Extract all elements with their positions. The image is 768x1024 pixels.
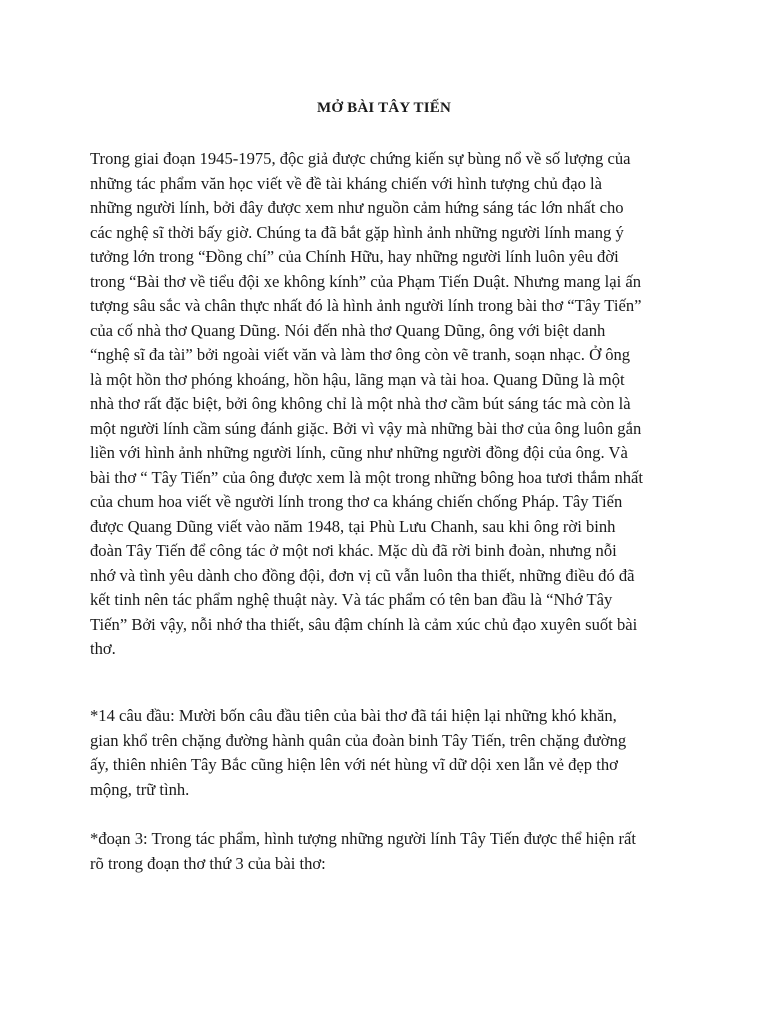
- text-line: “nghệ sĩ đa tài” bởi ngoài viết văn và làm thơ ông còn vẽ tranh, soạn nhạc. Ở ông: [90, 345, 631, 364]
- text-line: *14 câu đầu: Mười bốn câu đầu tiên của bài thơ đã tái hiện lại những khó khăn,: [90, 706, 617, 725]
- text-line: mộng, trữ tình.: [90, 779, 190, 799]
- text-line: nhà thơ rất đặc biệt, bởi ông không chỉ là một nhà thơ cầm bút sáng tác mà còn là: [90, 394, 631, 413]
- text-line: liền với hình ảnh những người lính, cũng như những người đồng đội của ông. Và: [90, 443, 628, 462]
- text-line: tượng sâu sắc và chân thực nhất đó là hình ảnh người lính trong bài thơ “Tây Tiến”: [90, 296, 642, 315]
- text-line: Tiến” Bởi vậy, nỗi nhớ tha thiết, sâu đậm chính là cảm xúc chủ đạo xuyên suốt bài: [90, 614, 638, 634]
- text-line: là một hồn thơ phóng khoáng, hồn hậu, lãng mạn và tài hoa. Quang Dũng là một: [90, 369, 625, 389]
- text-line: trong “Bài thơ về tiểu đội xe không kính” của Phạm Tiến Duật. Nhưng mang lại ấn: [90, 271, 641, 291]
- text-line: đoàn Tây Tiến để công tác ở một nơi khác. Mặc dù đã rời binh đoàn, nhưng nỗi: [90, 541, 617, 560]
- text-line: của chum hoa viết về người lính trong thơ ca kháng chiến chống Pháp. Tây Tiến: [90, 492, 623, 511]
- text-line: một người lính cầm súng đánh giặc. Bởi vì vậy mà những bài thơ của ông luôn gắn: [90, 418, 642, 438]
- text-line: những tác phẩm văn học viết về đề tài kháng chiến với hình tượng chủ đạo là: [90, 173, 603, 193]
- text-line: ấy, thiên nhiên Tây Bắc cũng hiện lên với nét hùng vĩ dữ dội xen lẫn vẻ đẹp thơ: [90, 755, 618, 774]
- text-line: gian khổ trên chặng đường hành quân của đoàn binh Tây Tiến, trên chặng đường: [90, 730, 627, 750]
- text-line: bài thơ “ Tây Tiến” của ông được xem là một trong những bông hoa tươi thắm nhất: [90, 467, 644, 487]
- text-line: của cố nhà thơ Quang Dũng. Nói đến nhà thơ Quang Dũng, ông với biệt danh: [90, 320, 606, 340]
- text-line: được Quang Dũng viết vào năm 1948, tại Phù Lưu Chanh, sau khi ông rời binh: [90, 516, 616, 536]
- paragraph-section-3: [90, 827, 682, 876]
- text-line: các nghệ sĩ thời bấy giờ. Chúng ta đã bắt gặp hình ảnh những người lính mang ý: [90, 222, 624, 242]
- text-line: những người lính, bởi đây được xem như nguồn cảm hứng sáng tác lớn nhất cho: [90, 198, 624, 217]
- text-line: tưởng lớn trong “Đồng chí” của Chính Hữu, hay những người lính luôn yêu đời: [90, 247, 619, 266]
- text-line: *đoạn 3: Trong tác phẩm, hình tượng những người lính Tây Tiến được thể hiện rất: [90, 829, 636, 848]
- paragraph-first-14-lines: [90, 704, 682, 802]
- text-line: rõ trong đoạn thơ thứ 3 của bài thơ:: [90, 853, 326, 873]
- paragraph-intro: [90, 147, 682, 662]
- text-line: nhớ và tình yêu dành cho đồng đội, đơn vị cũ vẫn luôn tha thiết, những điều đó đã: [90, 565, 635, 585]
- document-title: MỞ BÀI TÂY TIẾN: [316, 100, 451, 116]
- text-line: kết tinh nên tác phẩm nghệ thuật này. Và tác phẩm có tên ban đầu là “Nhớ Tây: [90, 590, 613, 609]
- text-line: thơ.: [90, 639, 116, 658]
- text-line: Trong giai đoạn 1945-1975, độc giả được chứng kiến sự bùng nổ về số lượng của: [90, 149, 631, 168]
